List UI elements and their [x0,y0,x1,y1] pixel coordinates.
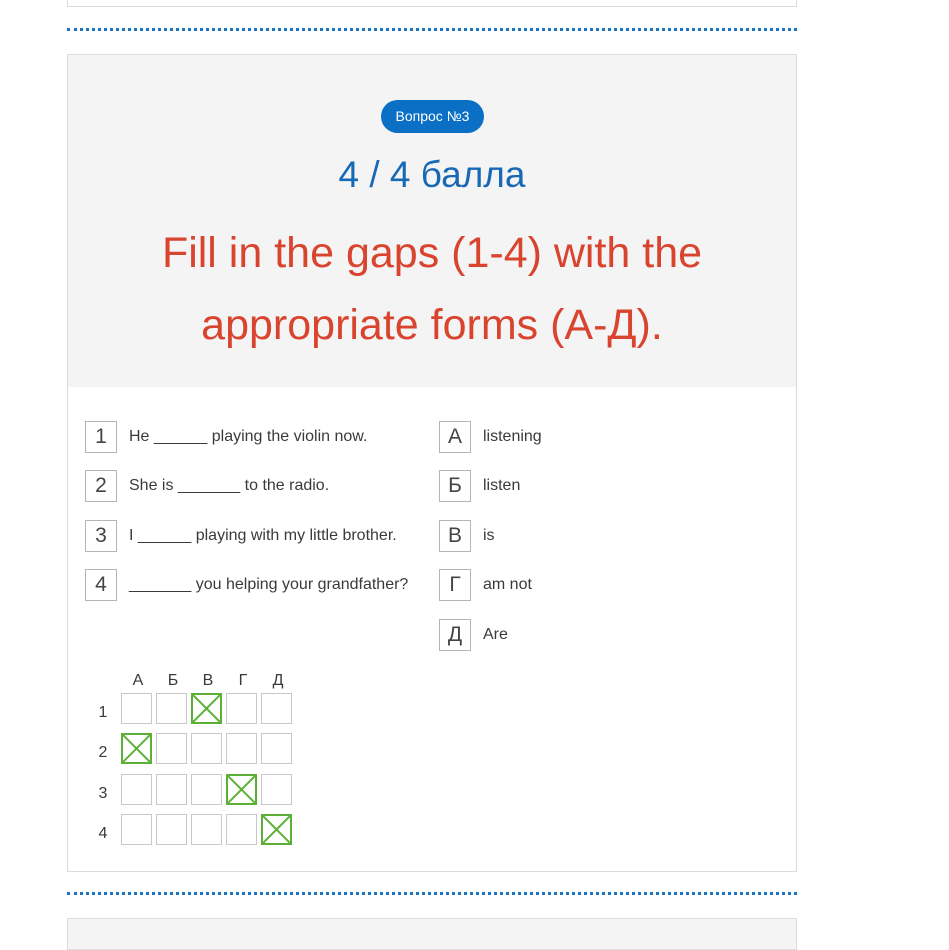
option-text: listening [483,428,542,445]
grid-cell[interactable] [226,733,257,764]
sentence-number: 3 [85,520,117,552]
sentence-number: 4 [85,569,117,601]
option-text: is [483,527,495,544]
grid-cell[interactable] [191,774,222,805]
grid-cell[interactable] [121,774,152,805]
grid-column-header: Д [272,672,284,689]
grid-cell[interactable] [261,774,292,805]
grid-row-header: 4 [98,825,108,842]
grid-cell[interactable] [191,733,222,764]
grid-column-header: В [202,672,214,689]
grid-cell[interactable] [156,814,187,845]
question-title-line2: appropriate forms (А-Д). [201,301,663,349]
grid-cell[interactable] [156,733,187,764]
grid-cell[interactable] [121,693,152,724]
check-x-icon [228,776,255,803]
option-letter: Д [439,619,471,651]
grid-row-header: 2 [98,744,108,761]
option-letter: В [439,520,471,552]
option-letter: Г [439,569,471,601]
sentence-number: 1 [85,421,117,453]
grid-row-header: 3 [98,785,108,802]
sentence-text: She is _______ to the radio. [129,477,330,494]
divider-top [67,28,797,31]
check-x-icon [263,816,290,843]
question-title-line1: Fill in the gaps (1-4) with the [161,229,703,277]
divider-bottom [67,892,797,895]
sentence-text: He ______ playing the violin now. [129,428,368,445]
grid-cell[interactable] [226,774,257,805]
grid-cell[interactable] [261,814,292,845]
grid-cell[interactable] [121,814,152,845]
grid-row-header: 1 [98,704,108,721]
sentence-text: _______ you helping your grandfather? [129,576,409,593]
grid-column-header: А [132,672,144,689]
grid-column-header: Г [238,672,248,689]
sentence-text: I ______ playing with my little brother. [129,527,397,544]
score-label: 4 / 4 балла [338,154,526,195]
grid-cell[interactable] [191,814,222,845]
next-question-card [67,918,797,950]
check-x-icon [123,735,150,762]
grid-cell[interactable] [226,814,257,845]
option-text: Are [483,626,508,643]
option-text: listen [483,477,521,494]
grid-cell[interactable] [191,693,222,724]
question-header [68,55,796,387]
grid-cell[interactable] [226,693,257,724]
question-title [108,217,756,361]
grid-cell[interactable] [156,693,187,724]
grid-cell[interactable] [156,774,187,805]
grid-cell[interactable] [261,733,292,764]
option-letter: Б [439,470,471,502]
grid-cell[interactable] [261,693,292,724]
option-letter: А [439,421,471,453]
check-x-icon [193,695,220,722]
question-card [67,54,797,872]
question-number-badge: Вопрос №3 [381,100,484,133]
grid-cell[interactable] [121,733,152,764]
option-text: am not [483,576,532,593]
previous-question-card [67,0,797,7]
grid-column-header: Б [167,672,179,689]
sentence-number: 2 [85,470,117,502]
